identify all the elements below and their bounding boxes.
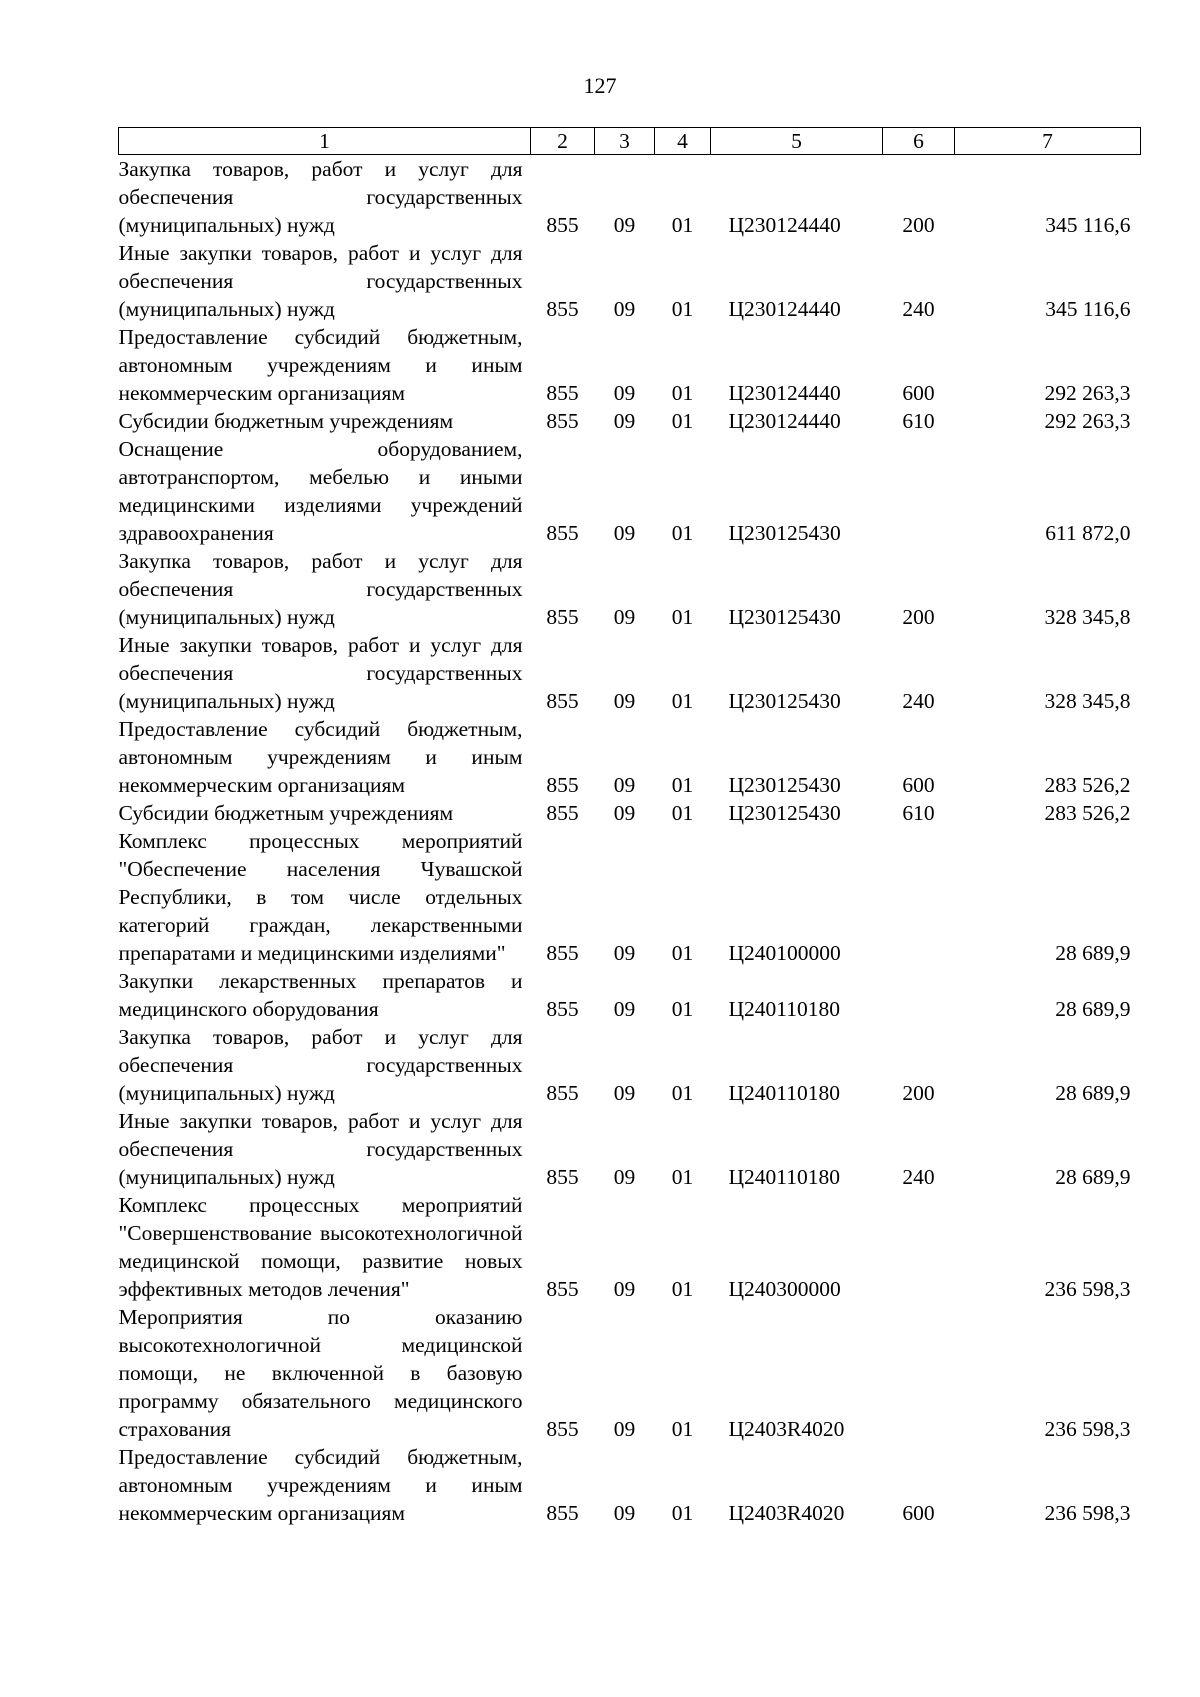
row-name: Оснащение оборудованием, автотранспортом, мебелью и иными медицинскими изделиями учреждений здравоохранения bbox=[118, 437, 523, 545]
header-col-2: 2 bbox=[531, 128, 595, 155]
row-col-5: Ц230125430 bbox=[728, 605, 841, 629]
row-col-2: 855 bbox=[546, 1501, 579, 1525]
row-name: Закупка товаров, работ и услуг для обеспечения государственных (муниципальных) нужд bbox=[118, 549, 523, 629]
row-name: Предоставление субсидий бюджетным, автономным учреждениям и иным некоммерческим организациям bbox=[118, 1445, 523, 1525]
table-row bbox=[119, 631, 1141, 715]
row-col-5: Ц240110180 bbox=[728, 997, 840, 1021]
header-col-5: 5 bbox=[711, 128, 883, 155]
row-name: Предоставление субсидий бюджетным, автономным учреждениям и иным некоммерческим организациям bbox=[118, 325, 523, 405]
table-row bbox=[119, 967, 1141, 1023]
row-col-2: 855 bbox=[546, 521, 579, 545]
row-col-5: Ц230125430 bbox=[728, 773, 841, 797]
row-col-7: 292 263,3 bbox=[1044, 381, 1131, 405]
row-col-6: 240 bbox=[902, 689, 935, 713]
row-col-5: Ц240300000 bbox=[728, 1277, 841, 1301]
row-col-3: 09 bbox=[613, 1417, 636, 1441]
row-col-6: 240 bbox=[902, 1165, 935, 1189]
header-col-1: 1 bbox=[119, 128, 531, 155]
row-col-4: 01 bbox=[671, 1277, 694, 1301]
table-row bbox=[119, 1443, 1141, 1527]
row-col-4: 01 bbox=[671, 297, 694, 321]
table-row bbox=[119, 239, 1141, 323]
row-name: Закупка товаров, работ и услуг для обеспечения государственных (муниципальных) нужд bbox=[118, 157, 523, 237]
row-col-4: 01 bbox=[671, 773, 694, 797]
row-col-3: 09 bbox=[613, 297, 636, 321]
row-col-6: 610 bbox=[902, 801, 935, 825]
row-col-2: 855 bbox=[546, 997, 579, 1021]
row-col-4: 01 bbox=[671, 381, 694, 405]
row-name: Закупки лекарственных препаратов и медицинского оборудования bbox=[118, 969, 523, 1021]
row-col-2: 855 bbox=[546, 801, 579, 825]
row-col-6 bbox=[883, 1303, 955, 1443]
row-col-4: 01 bbox=[671, 1165, 694, 1189]
table-row bbox=[119, 1023, 1141, 1107]
row-col-5: Ц230124440 bbox=[728, 213, 841, 237]
row-col-6: 610 bbox=[902, 409, 935, 433]
row-name: Предоставление субсидий бюджетным, автономным учреждениям и иным некоммерческим организациям bbox=[118, 717, 523, 797]
row-col-3: 09 bbox=[613, 1501, 636, 1525]
row-col-5: Ц230124440 bbox=[728, 297, 841, 321]
table-row bbox=[119, 1303, 1141, 1443]
row-col-2: 855 bbox=[546, 1417, 579, 1441]
row-col-5: Ц230124440 bbox=[728, 381, 841, 405]
row-col-6 bbox=[883, 1191, 955, 1303]
table-header-row bbox=[119, 128, 1141, 155]
row-col-7: 345 116,6 bbox=[1045, 213, 1131, 237]
table-row bbox=[119, 435, 1141, 547]
row-col-5: Ц230125430 bbox=[728, 689, 841, 713]
row-col-7: 236 598,3 bbox=[1044, 1417, 1131, 1441]
row-col-3: 09 bbox=[613, 1165, 636, 1189]
row-col-6: 600 bbox=[902, 381, 935, 405]
row-col-2: 855 bbox=[546, 773, 579, 797]
page-number: 127 bbox=[583, 73, 617, 98]
row-col-4: 01 bbox=[671, 605, 694, 629]
row-col-2: 855 bbox=[546, 1165, 579, 1189]
row-col-4: 01 bbox=[671, 997, 694, 1021]
row-col-5: Ц240110180 bbox=[728, 1081, 840, 1105]
row-col-6 bbox=[883, 827, 955, 967]
row-col-7: 28 689,9 bbox=[1055, 997, 1131, 1021]
row-name: Комплекс процессных мероприятий "Обеспечение населения Чувашской Республики, в том числе отдельных категорий граждан, лекарственными препаратами и медицинскими изделиями" bbox=[118, 829, 523, 965]
row-col-6 bbox=[883, 967, 955, 1023]
row-col-7: 328 345,8 bbox=[1044, 689, 1131, 713]
row-col-3: 09 bbox=[613, 773, 636, 797]
row-name: Иные закупки товаров, работ и услуг для обеспечения государственных (муниципальных) нужд bbox=[118, 633, 523, 713]
row-col-3: 09 bbox=[613, 409, 636, 433]
row-col-7: 328 345,8 bbox=[1044, 605, 1131, 629]
row-col-5: Ц240100000 bbox=[728, 941, 841, 965]
row-col-5: Ц230124440 bbox=[728, 409, 841, 433]
row-col-3: 09 bbox=[613, 1277, 636, 1301]
row-col-5: Ц2403R4020 bbox=[728, 1501, 845, 1525]
table-row bbox=[119, 323, 1141, 407]
row-col-7: 345 116,6 bbox=[1045, 297, 1131, 321]
row-col-7: 236 598,3 bbox=[1044, 1501, 1131, 1525]
table-row bbox=[119, 1191, 1141, 1303]
row-col-4: 01 bbox=[671, 1501, 694, 1525]
row-col-3: 09 bbox=[613, 213, 636, 237]
row-col-7: 28 689,9 bbox=[1055, 941, 1131, 965]
row-col-2: 855 bbox=[546, 689, 579, 713]
row-name: Мероприятия по оказанию высокотехнологичной медицинской помощи, не включенной в базовую программу обязательного медицинского страхования bbox=[118, 1305, 523, 1441]
row-col-3: 09 bbox=[613, 689, 636, 713]
row-col-4: 01 bbox=[671, 1417, 694, 1441]
row-col-4: 01 bbox=[671, 1081, 694, 1105]
row-col-4: 01 bbox=[671, 689, 694, 713]
row-col-7: 283 526,2 bbox=[1044, 773, 1131, 797]
budget-table bbox=[118, 127, 1141, 1527]
row-col-7: 292 263,3 bbox=[1044, 409, 1131, 433]
row-col-7: 283 526,2 bbox=[1044, 801, 1131, 825]
table-row bbox=[119, 1107, 1141, 1191]
row-col-4: 01 bbox=[671, 801, 694, 825]
row-name: Субсидии бюджетным учреждениям bbox=[118, 409, 454, 433]
row-col-6: 200 bbox=[902, 213, 935, 237]
row-col-7: 611 872,0 bbox=[1045, 521, 1131, 545]
row-col-4: 01 bbox=[671, 941, 694, 965]
row-col-5: Ц230125430 bbox=[728, 801, 841, 825]
table-row bbox=[119, 715, 1141, 799]
row-col-5: Ц230125430 bbox=[728, 521, 841, 545]
row-col-3: 09 bbox=[613, 801, 636, 825]
table-row bbox=[119, 155, 1141, 240]
header-col-4: 4 bbox=[655, 128, 711, 155]
row-col-3: 09 bbox=[613, 605, 636, 629]
table-row bbox=[119, 407, 1141, 435]
table-row bbox=[119, 799, 1141, 827]
row-name: Закупка товаров, работ и услуг для обеспечения государственных (муниципальных) нужд bbox=[118, 1025, 523, 1105]
row-col-2: 855 bbox=[546, 409, 579, 433]
row-col-5: Ц240110180 bbox=[728, 1165, 840, 1189]
row-col-2: 855 bbox=[546, 1277, 579, 1301]
header-col-3: 3 bbox=[595, 128, 655, 155]
row-col-6: 240 bbox=[902, 297, 935, 321]
row-col-4: 01 bbox=[671, 521, 694, 545]
row-name: Комплекс процессных мероприятий "Совершенствование высокотехнологичной медицинской помощи, развитие новых эффективных методов лечения" bbox=[118, 1193, 523, 1301]
row-col-2: 855 bbox=[546, 605, 579, 629]
row-col-3: 09 bbox=[613, 997, 636, 1021]
row-col-5: Ц2403R4020 bbox=[728, 1417, 845, 1441]
row-col-7: 28 689,9 bbox=[1055, 1165, 1131, 1189]
row-col-2: 855 bbox=[546, 941, 579, 965]
row-col-2: 855 bbox=[546, 381, 579, 405]
row-col-6 bbox=[883, 435, 955, 547]
row-col-4: 01 bbox=[671, 213, 694, 237]
row-col-6: 600 bbox=[902, 773, 935, 797]
header-col-7: 7 bbox=[955, 128, 1141, 155]
row-col-3: 09 bbox=[613, 381, 636, 405]
row-name: Субсидии бюджетным учреждениям bbox=[118, 801, 454, 825]
row-col-2: 855 bbox=[546, 297, 579, 321]
header-col-6: 6 bbox=[883, 128, 955, 155]
row-col-4: 01 bbox=[671, 409, 694, 433]
row-col-6: 200 bbox=[902, 1081, 935, 1105]
row-col-7: 236 598,3 bbox=[1044, 1277, 1131, 1301]
table-body bbox=[119, 155, 1141, 1528]
row-name: Иные закупки товаров, работ и услуг для обеспечения государственных (муниципальных) нужд bbox=[118, 241, 523, 321]
row-col-3: 09 bbox=[613, 941, 636, 965]
row-col-7: 28 689,9 bbox=[1055, 1081, 1131, 1105]
row-col-6: 600 bbox=[902, 1501, 935, 1525]
table-row bbox=[119, 827, 1141, 967]
row-col-3: 09 bbox=[613, 521, 636, 545]
row-col-2: 855 bbox=[546, 1081, 579, 1105]
row-col-2: 855 bbox=[546, 213, 579, 237]
row-col-6: 200 bbox=[902, 605, 935, 629]
row-name: Иные закупки товаров, работ и услуг для обеспечения государственных (муниципальных) нужд bbox=[118, 1109, 523, 1189]
table-row bbox=[119, 547, 1141, 631]
row-col-3: 09 bbox=[613, 1081, 636, 1105]
